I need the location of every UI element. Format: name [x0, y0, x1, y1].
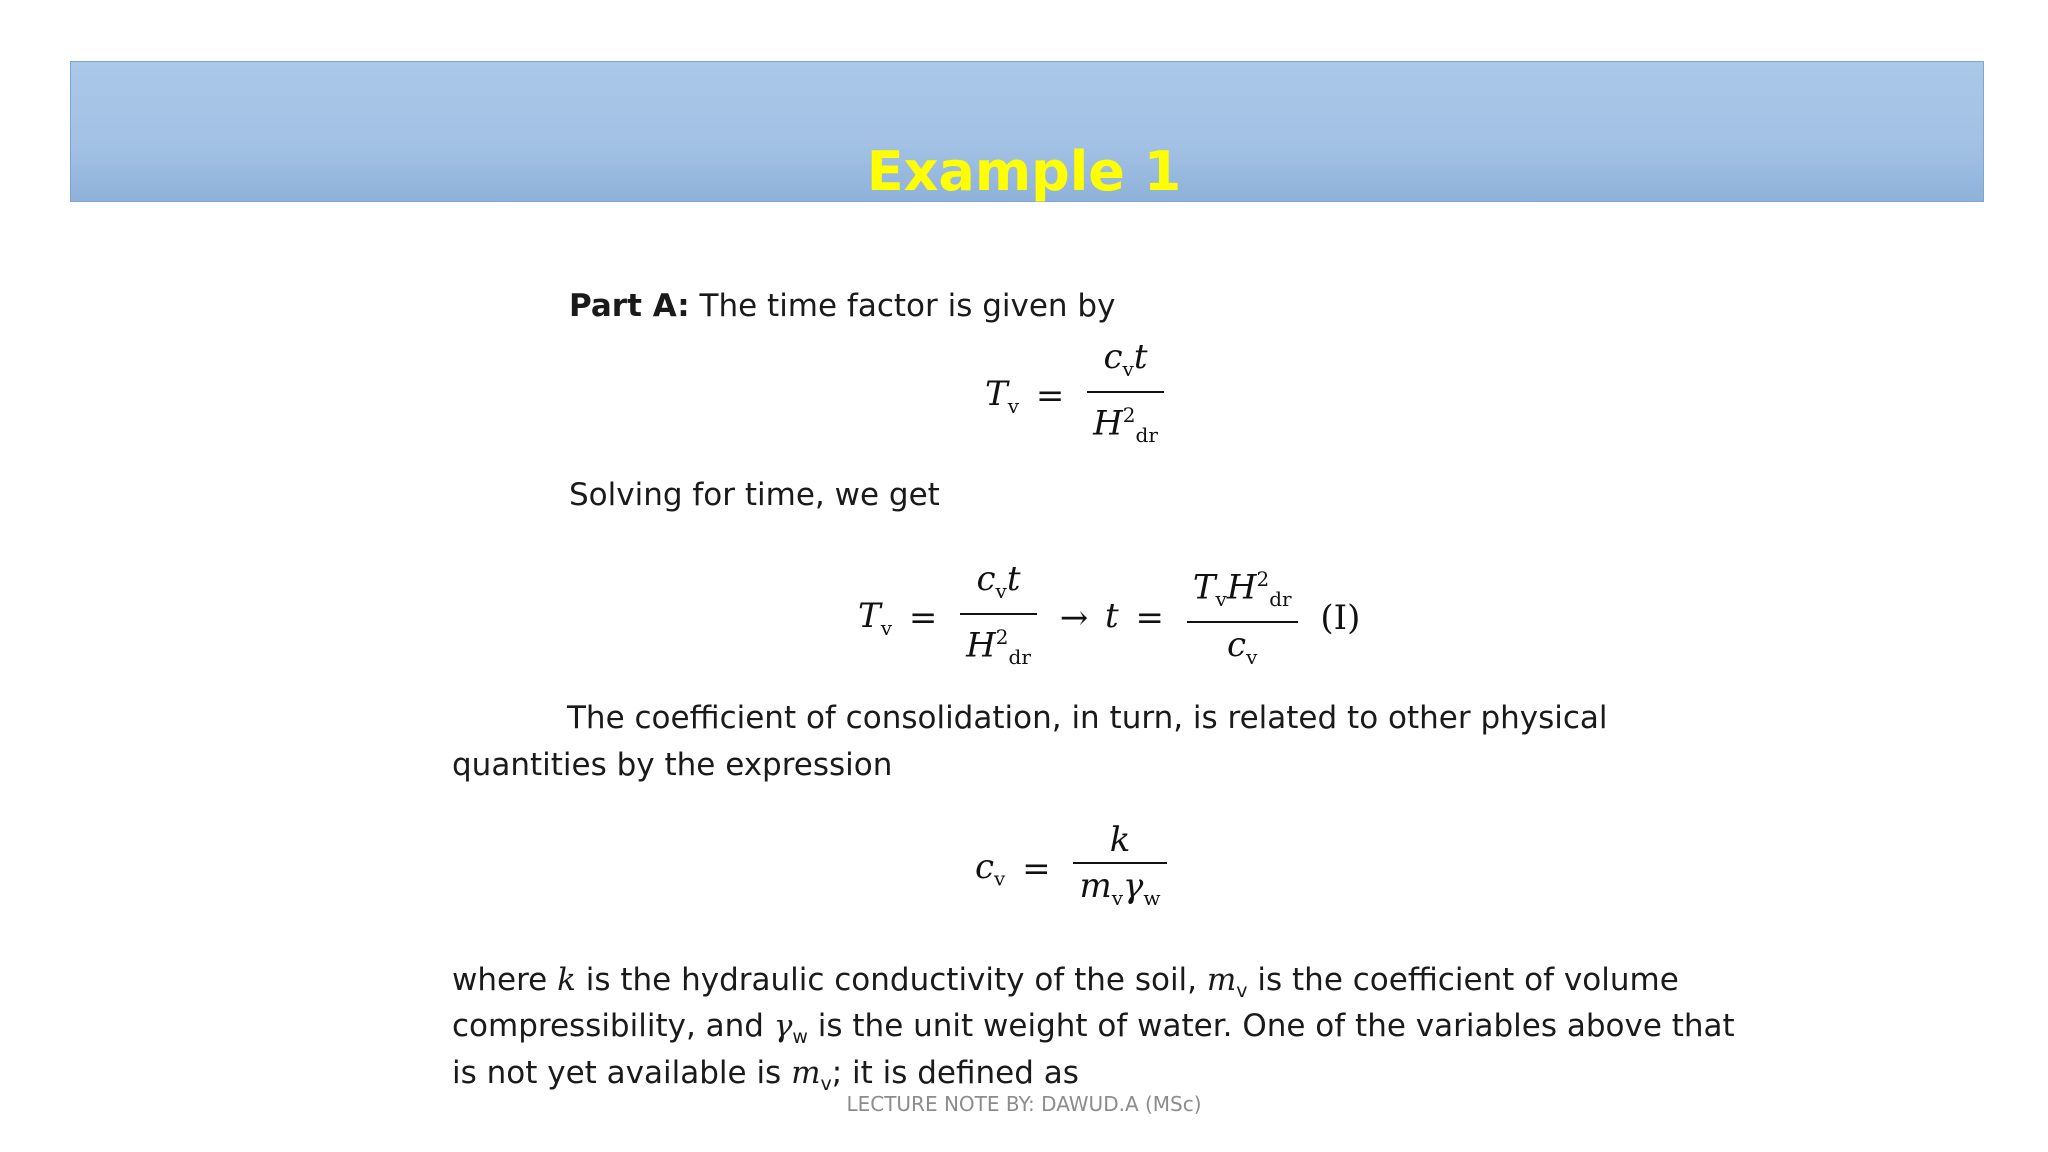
eq1-equals: =: [1035, 375, 1065, 416]
eq3-den-b-sub: w: [1143, 885, 1161, 910]
eq3-den-a: m: [1079, 866, 1112, 906]
where-line-1: [452, 962, 1679, 1009]
eq1-lhs: T: [985, 373, 1008, 414]
where-line-3-mv: m: [791, 1055, 821, 1091]
eq2-num2-b-sub: dr: [1269, 587, 1292, 612]
where-line-1-c: is the coefficient of volume: [1247, 962, 1679, 998]
eq2-den-sub: dr: [1008, 644, 1031, 669]
footer-lecture-note: LECTURE NOTE BY: DAWUD.A (MSc): [846, 1092, 1202, 1116]
eq2-den: H: [966, 625, 996, 666]
eq2-num2-b-sup: 2: [1256, 567, 1270, 591]
where-line-1-k: k: [557, 962, 576, 998]
where-line-3-b: ; it is defined as: [831, 1055, 1079, 1091]
eq2-equals: =: [908, 597, 938, 638]
where-line-3-mv-sub: v: [820, 1073, 832, 1096]
eq2-lhs: T: [858, 595, 881, 636]
slide-title: Example 1: [866, 140, 1182, 203]
where-line-1-mv: m: [1206, 962, 1237, 998]
arrow-icon: →: [1059, 597, 1089, 638]
eq1-num-tail: t: [1133, 337, 1148, 377]
eq2-num: c: [976, 559, 996, 599]
where-line-1-b: is the hydraulic conductivity of the soil,: [575, 962, 1207, 998]
eq2-num-sub: v: [995, 578, 1007, 603]
eq1-num-sub: v: [1122, 356, 1134, 381]
eq1-fraction: [1087, 335, 1164, 457]
eq3-den-a-sub: v: [1111, 885, 1124, 910]
equation-coefficient: [975, 818, 1173, 920]
eq2-fraction-2: [1187, 557, 1298, 679]
eq2-num2-b: H: [1226, 567, 1257, 608]
eq2-equals-2: =: [1135, 597, 1164, 638]
eq2-den2-sub: v: [1246, 644, 1258, 669]
eq2-num2-a-sub: v: [1215, 587, 1227, 612]
eq1-num: c: [1103, 337, 1123, 377]
eq2-lhs-sub: v: [880, 615, 892, 640]
part-a-label: Part A:: [569, 288, 690, 324]
coefficient-line-1: The coefficient of consolidation, in turn, is related to other physical: [567, 700, 1608, 736]
eq3-fraction: [1073, 818, 1166, 920]
solving-line: Solving for time, we get: [569, 477, 940, 513]
eq2-fraction-1: [960, 557, 1037, 679]
eq2-t: t: [1105, 595, 1119, 636]
equation-solve-time: [858, 557, 1366, 679]
eq2-tag: (I): [1320, 597, 1361, 638]
where-line-3-a: is not yet available is: [452, 1055, 792, 1091]
where-line-2-gw: γ: [773, 1008, 793, 1044]
where-line-1-mv-sub: v: [1236, 980, 1248, 1003]
eq3-lhs: c: [975, 846, 995, 887]
part-a-text: The time factor is given by: [689, 288, 1116, 324]
eq2-num-tail: t: [1006, 559, 1021, 599]
where-line-2-b: is the unit weight of water. One of the variables above that: [807, 1008, 1735, 1044]
eq3-equals: =: [1022, 848, 1051, 889]
part-a-line: [569, 288, 1115, 324]
eq1-den-sub: dr: [1135, 422, 1158, 447]
where-line-2-gw-sub: w: [792, 1026, 808, 1049]
where-line-1-a: where: [452, 962, 558, 998]
eq1-den-sup: 2: [1122, 402, 1136, 427]
coefficient-line-2: quantities by the expression: [452, 747, 893, 783]
where-line-2-a: compressibility, and: [452, 1008, 774, 1044]
where-line-2: [452, 1008, 1735, 1055]
eq2-den2: c: [1227, 625, 1247, 666]
eq2-num2-a: T: [1192, 567, 1216, 608]
eq2-den-sup: 2: [995, 624, 1009, 649]
equation-time-factor: [985, 335, 1170, 457]
eq1-den: H: [1093, 403, 1123, 444]
eq1-lhs-sub: v: [1007, 393, 1019, 418]
eq3-lhs-sub: v: [994, 866, 1006, 891]
eq3-den-b: γ: [1123, 866, 1144, 906]
eq3-num: k: [1109, 820, 1131, 860]
